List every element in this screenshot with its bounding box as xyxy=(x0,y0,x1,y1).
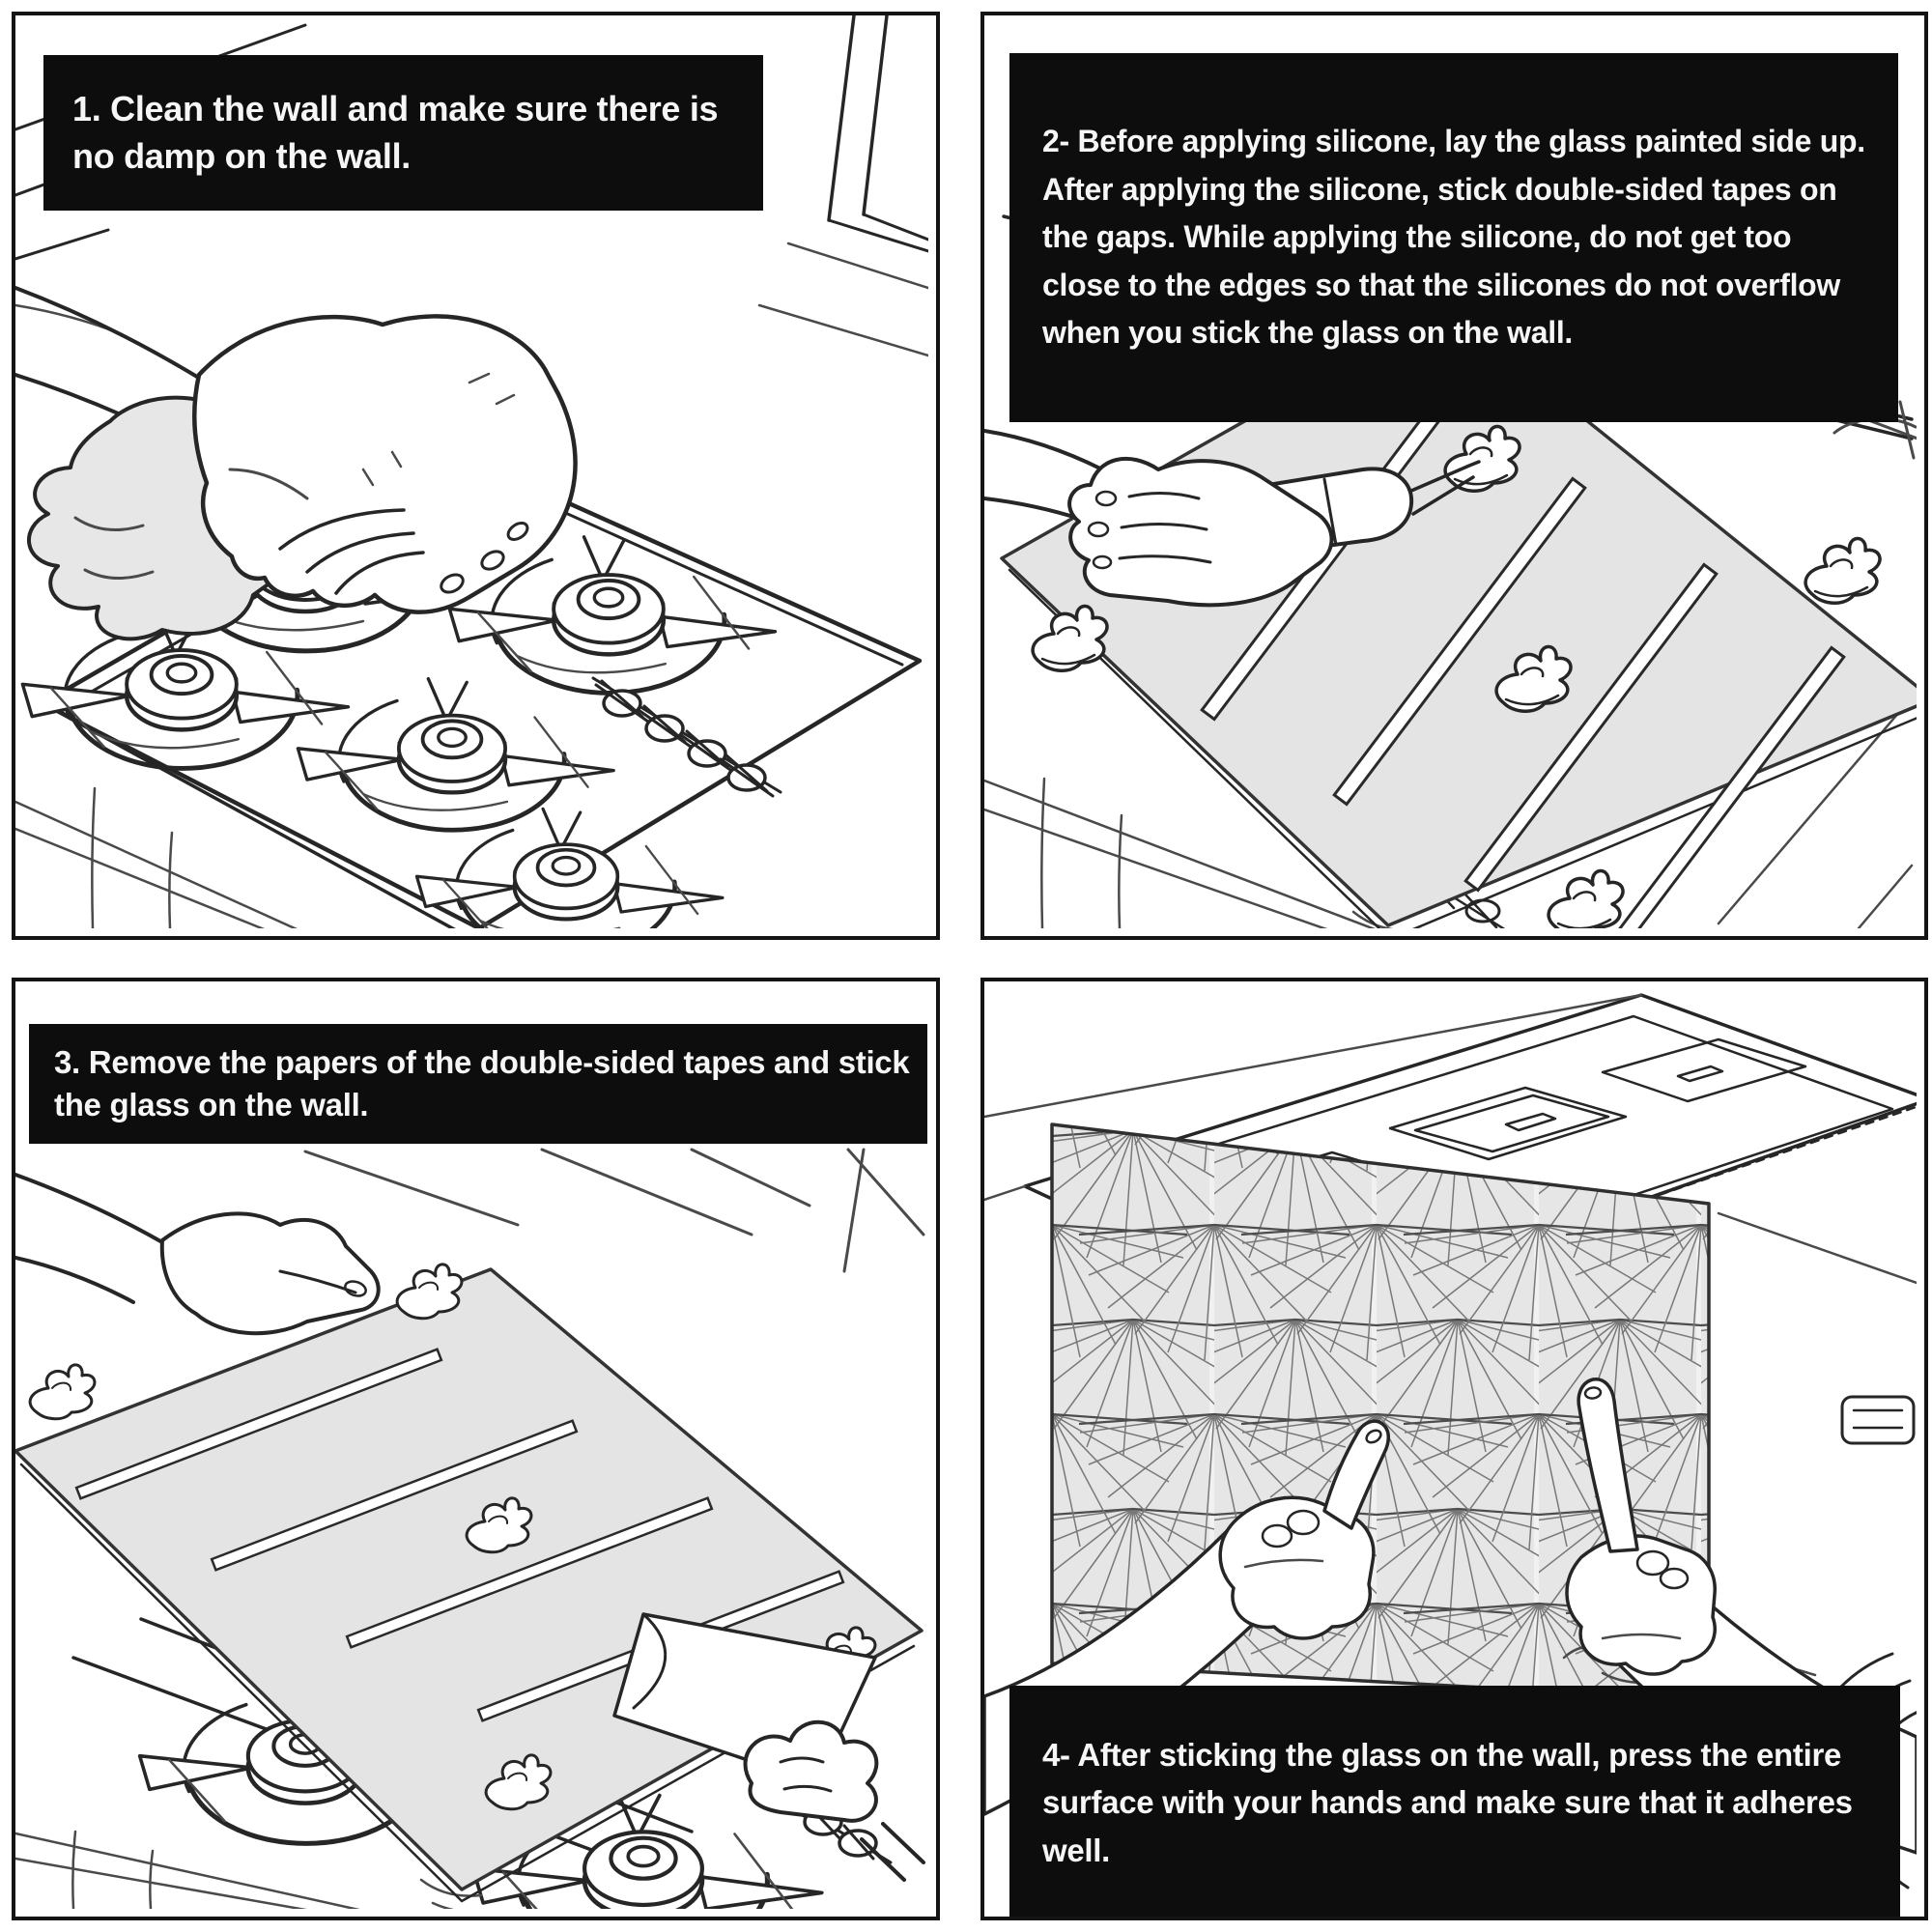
background-sketch xyxy=(305,1150,923,1271)
left-hand-holding-glass-drawing xyxy=(15,1175,379,1333)
hand-with-cloth-drawing xyxy=(15,288,576,639)
step3-caption xyxy=(29,1024,927,1144)
step4-caption-text: 4- After sticking the glass on the wall, press the entire surface with your hands and make sure that it adheres well. xyxy=(1042,1736,1853,1868)
panel-step-1 xyxy=(12,12,940,940)
step1-caption xyxy=(43,55,763,211)
panel-step-4 xyxy=(980,978,1928,1920)
step3-caption-text: 3. Remove the papers of the double-sided tapes and stick the glass on the wall. xyxy=(54,1044,910,1122)
step2-caption-text: 2- Before applying silicone, lay the glass painted side up. After applying the silicone, stick double-sided tapes on the gaps. While applying the silicone, do not get too close to the edges so that the silicones do not overflow when you stick the glass on the wall. xyxy=(1042,124,1865,351)
panel-step-2 xyxy=(980,12,1928,940)
step2-caption xyxy=(1009,53,1898,422)
step4-caption xyxy=(1009,1686,1900,1919)
panel-step-3 xyxy=(12,978,940,1920)
step1-caption-text: 1. Clean the wall and make sure there is no damp on the wall. xyxy=(72,88,719,176)
